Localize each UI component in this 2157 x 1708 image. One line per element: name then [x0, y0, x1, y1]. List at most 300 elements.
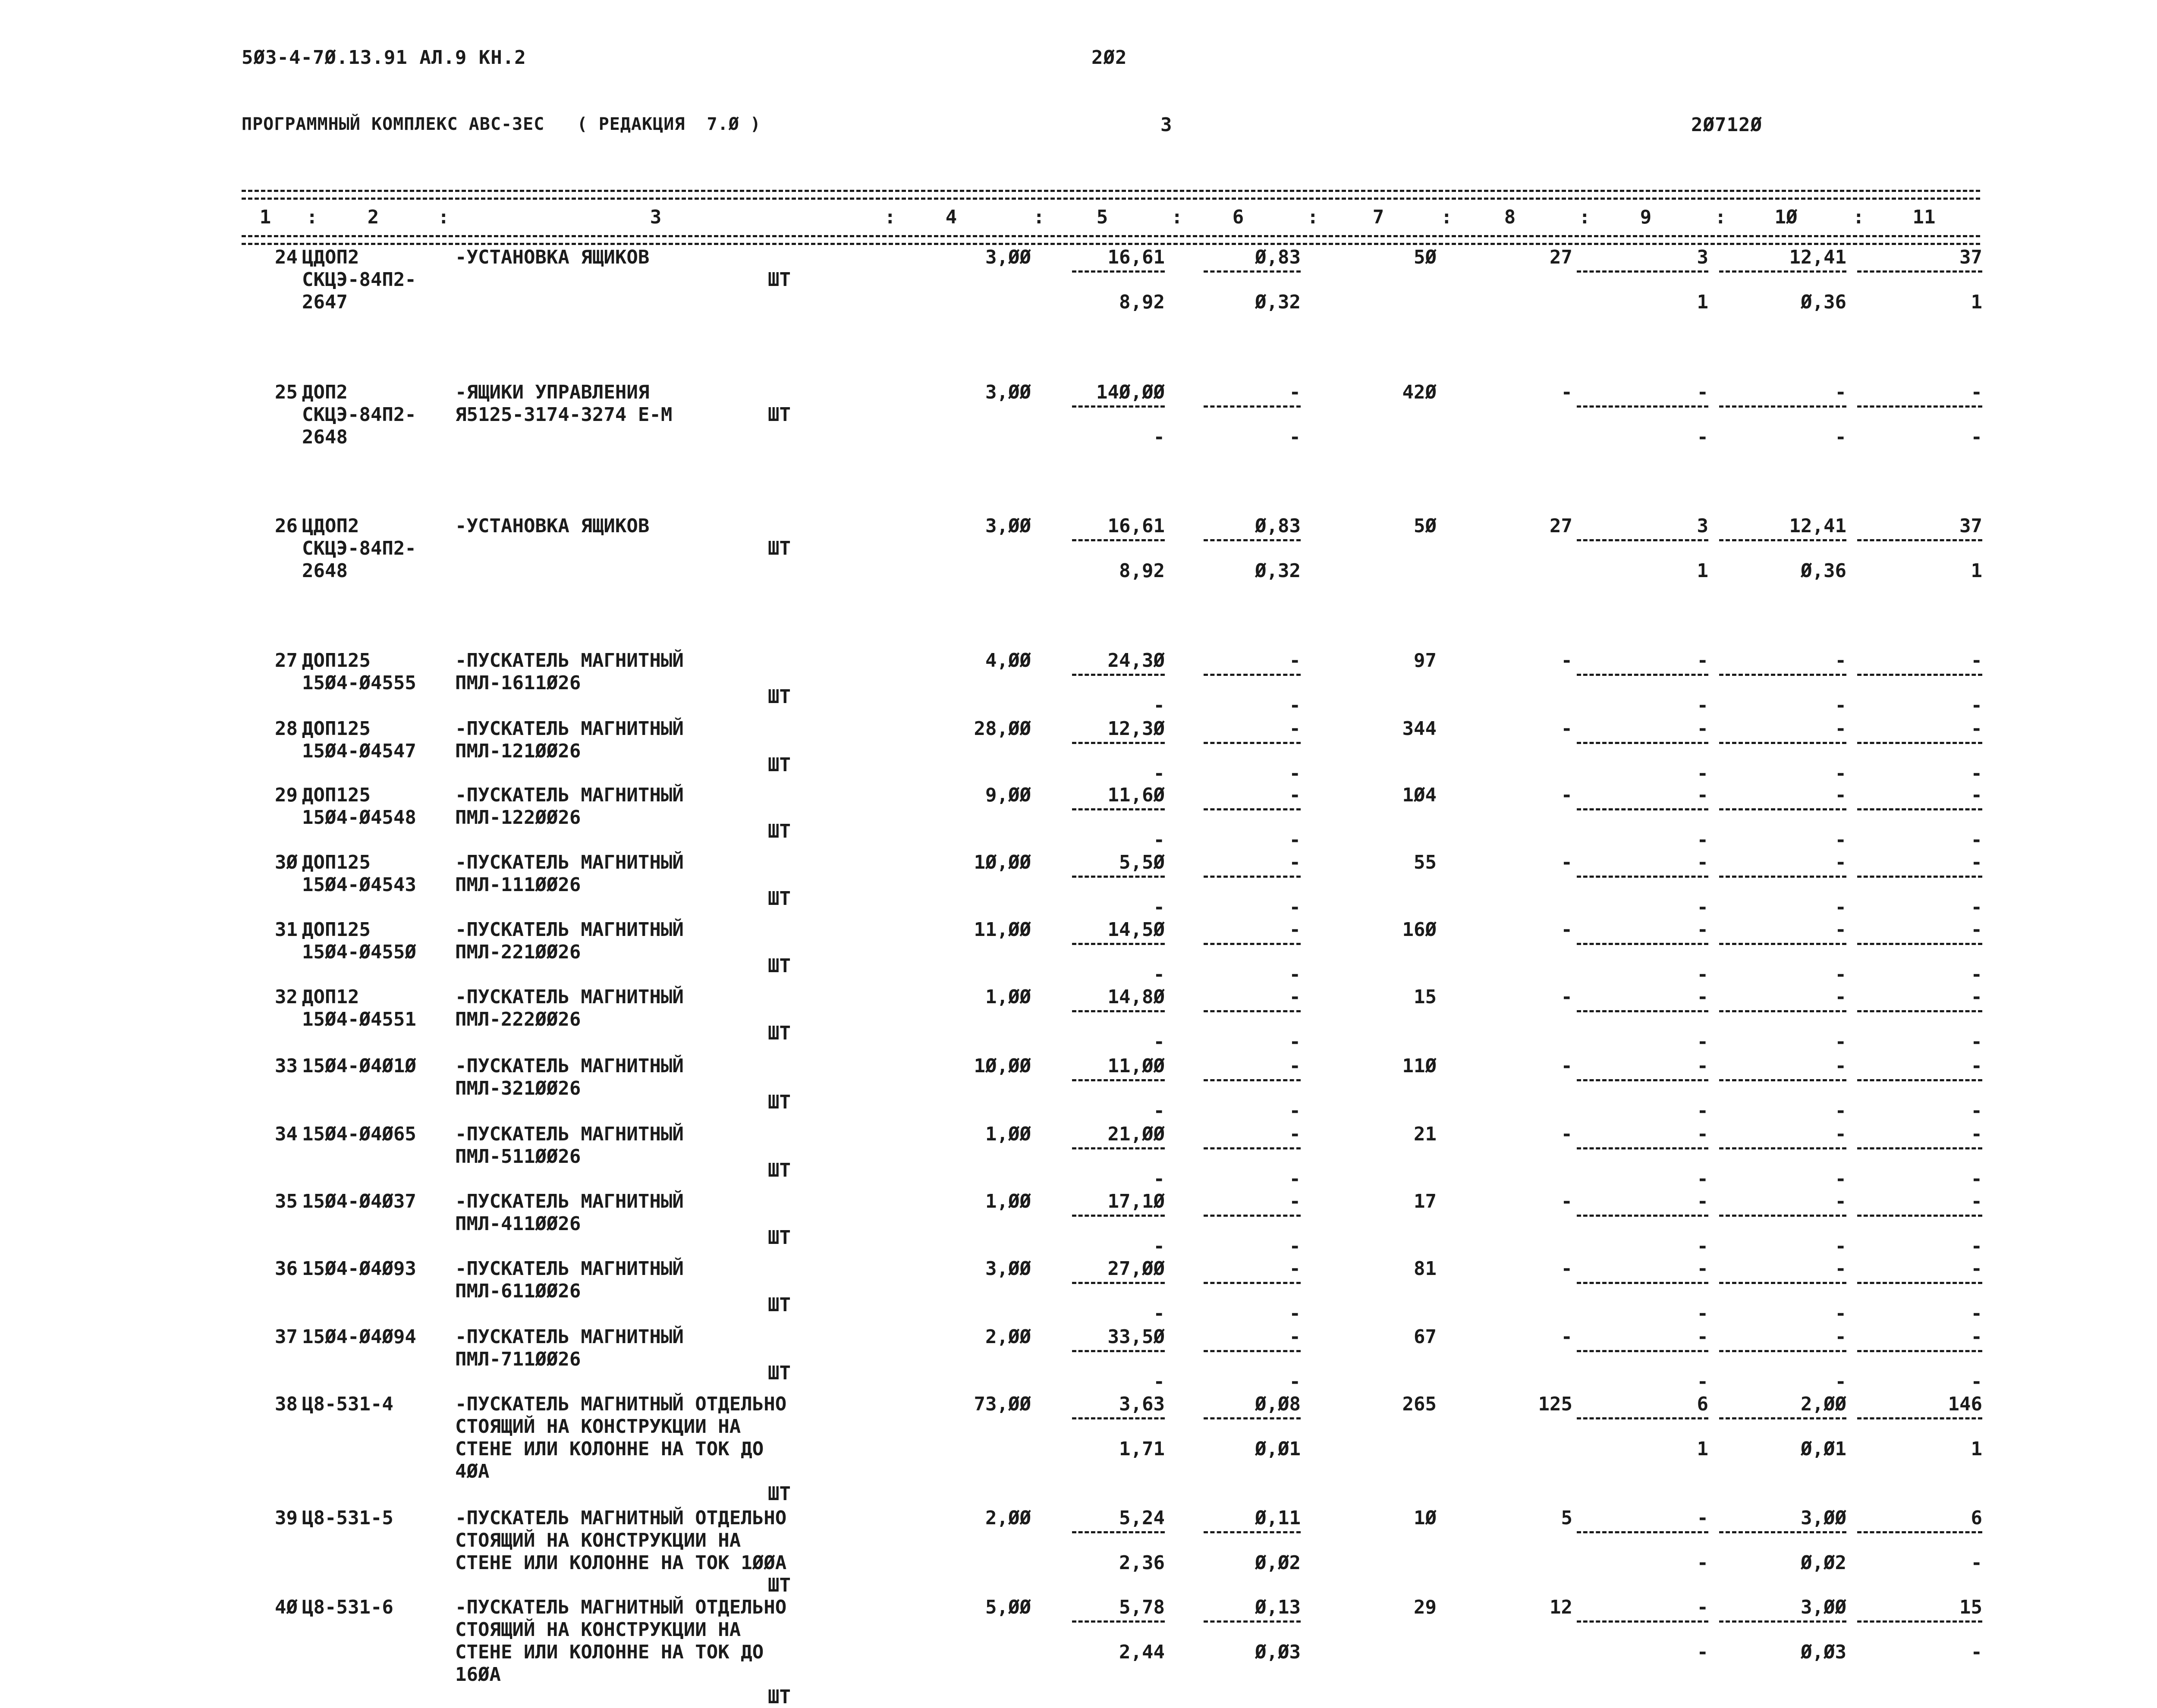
- labor-hours-sub-value: -: [1835, 426, 1846, 448]
- wage-value: -: [1561, 784, 1572, 806]
- column-separator: :: [438, 206, 450, 228]
- value-sub-rule: [1204, 1215, 1301, 1217]
- quantity-value: 4,ØØ: [985, 650, 1031, 672]
- unit-of-measure: ШТ: [768, 1294, 791, 1316]
- value-sub-rule: [1577, 1215, 1708, 1217]
- row-number: 28: [275, 718, 298, 740]
- table-top-rule: [242, 190, 1980, 192]
- value-sub-rule: [1577, 674, 1708, 676]
- item-description: -ПУСКАТЕЛЬ МАГНИТНЫЙ: [455, 718, 684, 740]
- unit-cost-sub-value: 2,44: [1119, 1641, 1165, 1663]
- value-sub-rule: [1072, 1417, 1165, 1419]
- labor-hours-sub-value: -: [1835, 763, 1846, 785]
- value-sub-rule: [1204, 674, 1301, 676]
- value-sub-rule: [1577, 943, 1708, 945]
- wage-value: -: [1561, 1055, 1572, 1077]
- labor-hours-value: 12,41: [1789, 246, 1846, 268]
- item-code: СКЦЭ-84П2-: [302, 404, 416, 426]
- labor-hours-value: -: [1835, 1258, 1846, 1280]
- machine-value: -: [1697, 1507, 1708, 1529]
- value-sub-rule: [1719, 742, 1846, 744]
- quantity-value: 3,ØØ: [985, 1258, 1031, 1280]
- item-description: -ПУСКАТЕЛЬ МАГНИТНЫЙ: [455, 650, 684, 672]
- value-sub-rule: [1204, 742, 1301, 744]
- row-number: 35: [275, 1190, 298, 1212]
- value-sub-rule: [1857, 876, 1982, 878]
- header-bottom-rule-2: [242, 243, 1980, 245]
- total-labor-sub-value: -: [1971, 896, 1982, 918]
- column-separator: :: [1033, 206, 1045, 228]
- value-sub-rule: [1577, 1531, 1708, 1533]
- value-sub-rule: [1719, 539, 1846, 541]
- unit-labor-sub-value: Ø,Ø1: [1255, 1438, 1301, 1460]
- unit-labor-value: -: [1289, 919, 1301, 941]
- wage-value: -: [1561, 1123, 1572, 1145]
- value-sub-rule: [1857, 742, 1982, 744]
- item-description: ПМЛ-611ØØ26: [455, 1280, 581, 1302]
- wage-value: 5: [1561, 1507, 1572, 1529]
- item-code: 15Ø4-Ø4555: [302, 672, 416, 694]
- machine-sub-value: -: [1697, 763, 1708, 785]
- machine-value: -: [1697, 784, 1708, 806]
- total-cost-value: 11Ø: [1402, 1055, 1437, 1077]
- quantity-value: 73,ØØ: [974, 1393, 1031, 1415]
- value-sub-rule: [1577, 1620, 1708, 1623]
- value-sub-rule: [1857, 1620, 1982, 1623]
- item-description: -ПУСКАТЕЛЬ МАГНИТНЫЙ: [455, 1055, 684, 1077]
- total-cost-value: 21: [1414, 1123, 1437, 1145]
- row-number: 25: [275, 381, 298, 403]
- total-labor-value: -: [1971, 1326, 1982, 1348]
- unit-labor-value: Ø,13: [1255, 1596, 1301, 1618]
- labor-hours-value: -: [1835, 718, 1846, 740]
- total-labor-value: -: [1971, 1055, 1982, 1077]
- header-bottom-rule: [242, 235, 1980, 237]
- item-code: ДОП2: [302, 381, 348, 403]
- total-cost-value: 42Ø: [1402, 381, 1437, 403]
- unit-of-measure: ШТ: [768, 1091, 791, 1113]
- value-sub-rule: [1072, 405, 1165, 408]
- page-number: 2Ø2: [1091, 47, 1127, 69]
- item-description: -ПУСКАТЕЛЬ МАГНИТНЫЙ: [455, 1123, 684, 1145]
- item-code: ДОП125: [302, 919, 371, 941]
- total-labor-sub-value: -: [1971, 1235, 1982, 1257]
- unit-of-measure: ШТ: [768, 1483, 791, 1505]
- unit-cost-value: 11,ØØ: [1107, 1055, 1165, 1077]
- unit-of-measure: ШТ: [768, 1574, 791, 1596]
- machine-sub-value: -: [1697, 426, 1708, 448]
- item-description: -УСТАНОВКА ЯЩИКОВ: [455, 246, 650, 268]
- column-separator: :: [1579, 206, 1591, 228]
- value-sub-rule: [1072, 1079, 1165, 1081]
- item-code: ДОП12: [302, 986, 359, 1008]
- total-labor-value: 15: [1959, 1596, 1982, 1618]
- value-sub-rule: [1204, 1620, 1301, 1623]
- machine-value: 3: [1697, 515, 1708, 537]
- quantity-value: 1Ø,ØØ: [974, 851, 1031, 873]
- unit-cost-sub-value: -: [1153, 1235, 1165, 1257]
- machine-sub-value: -: [1697, 1303, 1708, 1325]
- item-description: -ПУСКАТЕЛЬ МАГНИТНЫЙ: [455, 784, 684, 806]
- total-labor-value: -: [1971, 1190, 1982, 1212]
- item-code: 2647: [302, 291, 348, 313]
- total-labor-value: 6: [1971, 1507, 1982, 1529]
- labor-hours-sub-value: Ø,36: [1801, 560, 1846, 582]
- total-labor-value: 146: [1948, 1393, 1982, 1415]
- value-sub-rule: [1072, 1620, 1165, 1623]
- unit-cost-value: 24,3Ø: [1107, 650, 1165, 672]
- machine-value: -: [1697, 718, 1708, 740]
- value-sub-rule: [1719, 1282, 1846, 1284]
- unit-labor-value: -: [1289, 986, 1301, 1008]
- unit-cost-sub-value: -: [1153, 1031, 1165, 1053]
- total-labor-value: -: [1971, 650, 1982, 672]
- item-description: -ПУСКАТЕЛЬ МАГНИТНЫЙ: [455, 1258, 684, 1280]
- column-separator: :: [1441, 206, 1453, 228]
- item-description: СТОЯЩИЙ НА КОНСТРУКЦИИ НА: [455, 1416, 741, 1438]
- wage-value: -: [1561, 986, 1572, 1008]
- unit-labor-value: -: [1289, 650, 1301, 672]
- item-description: -ПУСКАТЕЛЬ МАГНИТНЫЙ: [455, 1190, 684, 1212]
- total-labor-sub-value: -: [1971, 1552, 1982, 1574]
- value-sub-rule: [1857, 539, 1982, 541]
- unit-labor-value: Ø,Ø8: [1255, 1393, 1301, 1415]
- row-number: 29: [275, 784, 298, 806]
- item-description: -ПУСКАТЕЛЬ МАГНИТНЫЙ: [455, 1326, 684, 1348]
- document-number: 2Ø712Ø: [1691, 114, 1762, 136]
- machine-sub-value: -: [1697, 964, 1708, 986]
- value-sub-rule: [1719, 1417, 1846, 1419]
- labor-hours-value: 3,ØØ: [1801, 1507, 1846, 1529]
- value-sub-rule: [1577, 1417, 1708, 1419]
- labor-hours-sub-value: Ø,Ø3: [1801, 1641, 1846, 1663]
- unit-cost-sub-value: -: [1153, 896, 1165, 918]
- column-header-5: 5: [1096, 206, 1108, 228]
- row-number: 36: [275, 1258, 298, 1280]
- wage-value: 12: [1550, 1596, 1572, 1618]
- total-labor-sub-value: 1: [1971, 1438, 1982, 1460]
- value-sub-rule: [1204, 808, 1301, 810]
- row-number: 39: [275, 1507, 298, 1529]
- machine-value: -: [1697, 381, 1708, 403]
- quantity-value: 2,ØØ: [985, 1326, 1031, 1348]
- unit-labor-sub-value: -: [1289, 1100, 1301, 1122]
- unit-labor-value: -: [1289, 381, 1301, 403]
- value-sub-rule: [1072, 808, 1165, 810]
- total-labor-sub-value: -: [1971, 1100, 1982, 1122]
- value-sub-rule: [1857, 1010, 1982, 1012]
- value-sub-rule: [1857, 1215, 1982, 1217]
- unit-labor-value: -: [1289, 1123, 1301, 1145]
- quantity-value: 3,ØØ: [985, 515, 1031, 537]
- item-description: ПМЛ-411ØØ26: [455, 1213, 581, 1235]
- wage-value: 27: [1550, 246, 1572, 268]
- total-labor-sub-value: -: [1971, 1371, 1982, 1393]
- unit-cost-value: 17,1Ø: [1107, 1190, 1165, 1212]
- value-sub-rule: [1577, 1282, 1708, 1284]
- labor-hours-value: -: [1835, 784, 1846, 806]
- unit-of-measure: ШТ: [768, 686, 791, 708]
- unit-labor-sub-value: -: [1289, 763, 1301, 785]
- row-number: 27: [275, 650, 298, 672]
- unit-labor-value: -: [1289, 1055, 1301, 1077]
- labor-hours-sub-value: Ø,Ø1: [1801, 1438, 1846, 1460]
- total-labor-value: 37: [1959, 246, 1982, 268]
- machine-sub-value: -: [1697, 896, 1708, 918]
- item-description: ПМЛ-221ØØ26: [455, 941, 581, 963]
- item-code: ДОП125: [302, 784, 371, 806]
- total-cost-value: 15: [1414, 986, 1437, 1008]
- item-code: 15Ø4-Ø4Ø93: [302, 1258, 416, 1280]
- item-description: ПМЛ-711ØØ26: [455, 1348, 581, 1370]
- item-description: 4ØА: [455, 1460, 490, 1482]
- quantity-value: 1Ø,ØØ: [974, 1055, 1031, 1077]
- item-description: -ПУСКАТЕЛЬ МАГНИТНЫЙ: [455, 851, 684, 873]
- quantity-value: 1,ØØ: [985, 986, 1031, 1008]
- quantity-value: 28,ØØ: [974, 718, 1031, 740]
- item-description: -ПУСКАТЕЛЬ МАГНИТНЫЙ: [455, 919, 684, 941]
- unit-labor-sub-value: Ø,Ø3: [1255, 1641, 1301, 1663]
- unit-labor-sub-value: -: [1289, 426, 1301, 448]
- machine-sub-value: 1: [1697, 291, 1708, 313]
- quantity-value: 1,ØØ: [985, 1123, 1031, 1145]
- total-labor-sub-value: -: [1971, 426, 1982, 448]
- item-description: 16ØА: [455, 1664, 501, 1686]
- item-code: ДОП125: [302, 851, 371, 873]
- total-labor-value: -: [1971, 784, 1982, 806]
- machine-sub-value: -: [1697, 1552, 1708, 1574]
- item-code: 15Ø4-Ø4548: [302, 807, 416, 829]
- row-number: 33: [275, 1055, 298, 1077]
- value-sub-rule: [1577, 1079, 1708, 1081]
- unit-cost-value: 5,78: [1119, 1596, 1165, 1618]
- value-sub-rule: [1719, 943, 1846, 945]
- unit-cost-sub-value: 1,71: [1119, 1438, 1165, 1460]
- machine-sub-value: -: [1697, 1031, 1708, 1053]
- unit-labor-sub-value: Ø,Ø2: [1255, 1552, 1301, 1574]
- document-code: 5Ø3-4-7Ø.13.91 АЛ.9 КН.2: [242, 47, 526, 69]
- item-code: 15Ø4-Ø4Ø1Ø: [302, 1055, 416, 1077]
- item-description: СТЕНЕ ИЛИ КОЛОННЕ НА ТОК ДО: [455, 1641, 764, 1663]
- column-header-8: 8: [1504, 206, 1516, 228]
- unit-cost-value: 21,ØØ: [1107, 1123, 1165, 1145]
- value-sub-rule: [1577, 1010, 1708, 1012]
- quantity-value: 3,ØØ: [985, 381, 1031, 403]
- unit-labor-sub-value: -: [1289, 1031, 1301, 1053]
- wage-value: -: [1561, 1190, 1572, 1212]
- machine-value: -: [1697, 1596, 1708, 1618]
- total-labor-value: -: [1971, 986, 1982, 1008]
- total-labor-sub-value: -: [1971, 694, 1982, 716]
- unit-labor-value: -: [1289, 1326, 1301, 1348]
- item-description: СТЕНЕ ИЛИ КОЛОННЕ НА ТОК ДО: [455, 1438, 764, 1460]
- machine-sub-value: -: [1697, 694, 1708, 716]
- value-sub-rule: [1719, 1620, 1846, 1623]
- machine-value: -: [1697, 1326, 1708, 1348]
- machine-value: -: [1697, 1055, 1708, 1077]
- unit-cost-value: 11,6Ø: [1107, 784, 1165, 806]
- labor-hours-sub-value: -: [1835, 896, 1846, 918]
- value-sub-rule: [1072, 1282, 1165, 1284]
- labor-hours-sub-value: -: [1835, 1303, 1846, 1325]
- total-labor-value: -: [1971, 1258, 1982, 1280]
- labor-hours-sub-value: Ø,36: [1801, 291, 1846, 313]
- item-code: Ц8-531-4: [302, 1393, 393, 1415]
- value-sub-rule: [1857, 1417, 1982, 1419]
- value-sub-rule: [1719, 1350, 1846, 1352]
- unit-of-measure: ШТ: [768, 820, 791, 842]
- item-code: 15Ø4-Ø4547: [302, 740, 416, 762]
- total-labor-sub-value: -: [1971, 763, 1982, 785]
- labor-hours-value: 12,41: [1789, 515, 1846, 537]
- row-number: 38: [275, 1393, 298, 1415]
- value-sub-rule: [1072, 674, 1165, 676]
- total-labor-sub-value: 1: [1971, 291, 1982, 313]
- item-description: -УСТАНОВКА ЯЩИКОВ: [455, 515, 650, 537]
- quantity-value: 9,ØØ: [985, 784, 1031, 806]
- item-description: ПМЛ-111ØØ26: [455, 874, 581, 896]
- unit-cost-sub-value: -: [1153, 763, 1165, 785]
- sheet-number: 3: [1160, 114, 1173, 136]
- machine-value: -: [1697, 1190, 1708, 1212]
- row-number: 24: [275, 246, 298, 268]
- unit-cost-sub-value: 2,36: [1119, 1552, 1165, 1574]
- labor-hours-sub-value: -: [1835, 1235, 1846, 1257]
- unit-labor-value: Ø,11: [1255, 1507, 1301, 1529]
- labor-hours-value: -: [1835, 1123, 1846, 1145]
- total-labor-sub-value: -: [1971, 1031, 1982, 1053]
- total-labor-value: -: [1971, 718, 1982, 740]
- machine-sub-value: -: [1697, 1235, 1708, 1257]
- column-header-7: 7: [1372, 206, 1384, 228]
- value-sub-rule: [1857, 1531, 1982, 1533]
- unit-cost-value: 14,8Ø: [1107, 986, 1165, 1008]
- wage-value: -: [1561, 1258, 1572, 1280]
- value-sub-rule: [1577, 808, 1708, 810]
- total-cost-value: 81: [1414, 1258, 1437, 1280]
- labor-hours-sub-value: -: [1835, 829, 1846, 851]
- unit-labor-sub-value: -: [1289, 1371, 1301, 1393]
- item-code: ЦДОП2: [302, 515, 359, 537]
- labor-hours-sub-value: -: [1835, 964, 1846, 986]
- value-sub-rule: [1577, 1147, 1708, 1149]
- quantity-value: 11,ØØ: [974, 919, 1031, 941]
- unit-cost-value: 33,5Ø: [1107, 1326, 1165, 1348]
- labor-hours-sub-value: -: [1835, 1371, 1846, 1393]
- total-labor-sub-value: -: [1971, 1641, 1982, 1663]
- unit-cost-value: 27,ØØ: [1107, 1258, 1165, 1280]
- value-sub-rule: [1072, 1531, 1165, 1533]
- item-description: -ПУСКАТЕЛЬ МАГНИТНЫЙ ОТДЕЛЬНО: [455, 1596, 787, 1618]
- wage-value: 125: [1538, 1393, 1572, 1415]
- machine-sub-value: 1: [1697, 560, 1708, 582]
- unit-of-measure: ШТ: [768, 754, 791, 776]
- row-number: 37: [275, 1326, 298, 1348]
- unit-cost-sub-value: -: [1153, 829, 1165, 851]
- column-header-4: 4: [945, 206, 957, 228]
- total-cost-value: 1Ø: [1414, 1507, 1437, 1529]
- wage-value: -: [1561, 718, 1572, 740]
- value-sub-rule: [1204, 270, 1301, 273]
- total-labor-sub-value: 1: [1971, 560, 1982, 582]
- column-header-9: 9: [1640, 206, 1652, 228]
- item-description: ПМЛ-321ØØ26: [455, 1077, 581, 1099]
- labor-hours-value: -: [1835, 851, 1846, 873]
- machine-value: -: [1697, 986, 1708, 1008]
- total-cost-value: 16Ø: [1402, 919, 1437, 941]
- unit-labor-value: -: [1289, 1258, 1301, 1280]
- unit-cost-sub-value: -: [1153, 1100, 1165, 1122]
- machine-value: -: [1697, 650, 1708, 672]
- value-sub-rule: [1204, 539, 1301, 541]
- unit-of-measure: ШТ: [768, 1159, 791, 1181]
- value-sub-rule: [1204, 876, 1301, 878]
- unit-cost-sub-value: -: [1153, 1168, 1165, 1190]
- total-labor-sub-value: -: [1971, 1168, 1982, 1190]
- value-sub-rule: [1577, 270, 1708, 273]
- row-number: 26: [275, 515, 298, 537]
- value-sub-rule: [1577, 1350, 1708, 1352]
- wage-value: -: [1561, 919, 1572, 941]
- total-cost-value: 97: [1414, 650, 1437, 672]
- value-sub-rule: [1072, 1350, 1165, 1352]
- item-code: СКЦЭ-84П2-: [302, 537, 416, 559]
- value-sub-rule: [1072, 539, 1165, 541]
- unit-of-measure: ШТ: [768, 1686, 791, 1708]
- labor-hours-value: -: [1835, 1326, 1846, 1348]
- wage-value: -: [1561, 650, 1572, 672]
- total-labor-sub-value: -: [1971, 829, 1982, 851]
- column-header-2: 2: [367, 206, 379, 228]
- value-sub-rule: [1719, 405, 1846, 408]
- unit-cost-value: 14Ø,ØØ: [1096, 381, 1165, 403]
- unit-cost-value: 5,24: [1119, 1507, 1165, 1529]
- item-description: -ПУСКАТЕЛЬ МАГНИТНЫЙ ОТДЕЛЬНО: [455, 1393, 787, 1415]
- value-sub-rule: [1072, 1215, 1165, 1217]
- unit-cost-sub-value: 8,92: [1119, 560, 1165, 582]
- quantity-value: 3,ØØ: [985, 246, 1031, 268]
- machine-sub-value: 1: [1697, 1438, 1708, 1460]
- value-sub-rule: [1072, 876, 1165, 878]
- item-code: 15Ø4-Ø4Ø37: [302, 1190, 416, 1212]
- row-number: 3Ø: [275, 851, 298, 873]
- unit-cost-value: 14,5Ø: [1107, 919, 1165, 941]
- unit-labor-sub-value: -: [1289, 1168, 1301, 1190]
- item-code: 2648: [302, 426, 348, 448]
- row-number: 31: [275, 919, 298, 941]
- table-top-rule-2: [242, 198, 1980, 200]
- value-sub-rule: [1072, 1147, 1165, 1149]
- row-number: 32: [275, 986, 298, 1008]
- value-sub-rule: [1857, 1147, 1982, 1149]
- unit-of-measure: ШТ: [768, 404, 791, 426]
- value-sub-rule: [1857, 943, 1982, 945]
- value-sub-rule: [1857, 1350, 1982, 1352]
- unit-labor-value: -: [1289, 784, 1301, 806]
- column-separator: :: [306, 206, 318, 228]
- item-code: 15Ø4-Ø4Ø94: [302, 1326, 416, 1348]
- item-description: СТОЯЩИЙ НА КОНСТРУКЦИИ НА: [455, 1619, 741, 1641]
- item-description: ПМЛ-122ØØ26: [455, 807, 581, 829]
- unit-labor-sub-value: -: [1289, 829, 1301, 851]
- value-sub-rule: [1719, 1147, 1846, 1149]
- total-cost-value: 265: [1402, 1393, 1437, 1415]
- total-cost-value: 55: [1414, 851, 1437, 873]
- item-description: СТОЯЩИЙ НА КОНСТРУКЦИИ НА: [455, 1529, 741, 1551]
- column-header-3: 3: [650, 206, 662, 228]
- machine-value: -: [1697, 919, 1708, 941]
- value-sub-rule: [1719, 1079, 1846, 1081]
